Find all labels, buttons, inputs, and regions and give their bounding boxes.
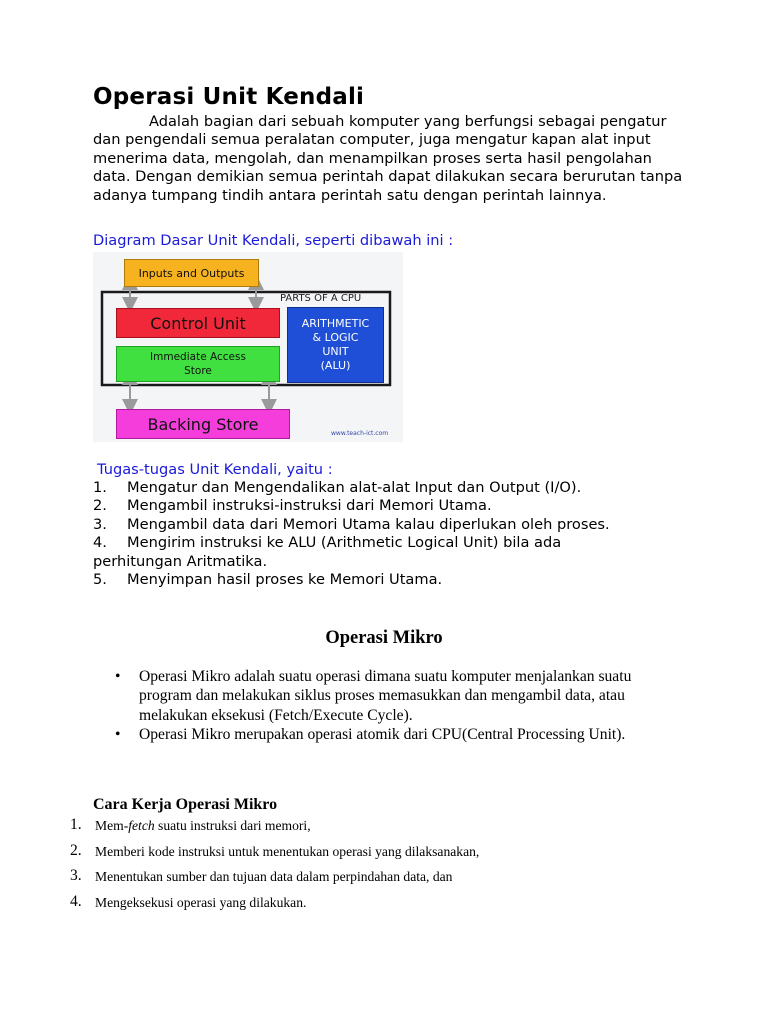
- list-item: 3. Mengambil data dari Memori Utama kalau diperlukan oleh proses.: [93, 515, 610, 533]
- bullet-icon: •: [115, 668, 121, 685]
- control-unit-box: Control Unit: [116, 308, 280, 338]
- section-title-cara-kerja: Cara Kerja Operasi Mikro: [93, 796, 278, 813]
- list-item: • Operasi Mikro adalah suatu operasi dimana suatu komputer menjalankan suatu program dan melakukan siklus proses memasukkan dan mengambil data, atau melakukan eksekusi (Fetch/Execute Cycle).: [115, 668, 632, 724]
- cpu-diagram: [93, 252, 403, 442]
- list-item: 4. Mengirim instruksi ke ALU (Arithmetic Logical Unit) bila ada perhitungan Aritmatika.: [93, 534, 562, 570]
- list-item: 5. Menyimpan hasil proses ke Memori Utama.: [93, 571, 443, 589]
- tasks-list: [93, 479, 653, 589]
- backing-store-box: Backing Store: [116, 409, 290, 439]
- list-item: • Operasi Mikro merupakan operasi atomik dari CPU(Central Processing Unit).: [115, 725, 626, 743]
- diagram-credit: www.teach-ict.com: [331, 430, 389, 437]
- inputs-outputs-box: Inputs and Outputs: [124, 259, 259, 287]
- section-title-operasi-mikro: Operasi Mikro: [325, 628, 443, 648]
- bullet-icon: •: [115, 725, 121, 743]
- diagram-caption: Diagram Dasar Unit Kendali, seperti dibawah ini :: [93, 232, 454, 249]
- intro-paragraph: [93, 113, 683, 205]
- intro-text: Adalah bagian dari sebuah komputer yang berfungsi sebagai pengatur dan pengendali semua peralatan computer, juga mengatur kapan alat input menerima data, mengolah, dan menampilkan proses serta hasil pengolahan data. Dengan demikian semua perintah dapat dilakukan secara berurutan tanpa adanya tumpang tindih antara perintah satu dengan perintah lainnya.: [93, 113, 683, 204]
- page-title: Operasi Unit Kendali: [93, 84, 365, 110]
- list-item: 2. Mengambil instruksi-instruksi dari Memori Utama.: [93, 497, 492, 515]
- list-item: 1. Mengatur dan Mengendalikan alat-alat Input dan Output (I/O).: [93, 479, 582, 496]
- mikro-bullet-list: [115, 667, 659, 744]
- parts-label: PARTS OF A CPU: [280, 293, 362, 304]
- immediate-access-store-box: Immediate Access Store: [116, 346, 280, 382]
- tasks-heading: Tugas-tugas Unit Kendali, yaitu :: [97, 461, 333, 478]
- alu-box: ARITHMETIC & LOGIC UNIT (ALU): [287, 307, 384, 383]
